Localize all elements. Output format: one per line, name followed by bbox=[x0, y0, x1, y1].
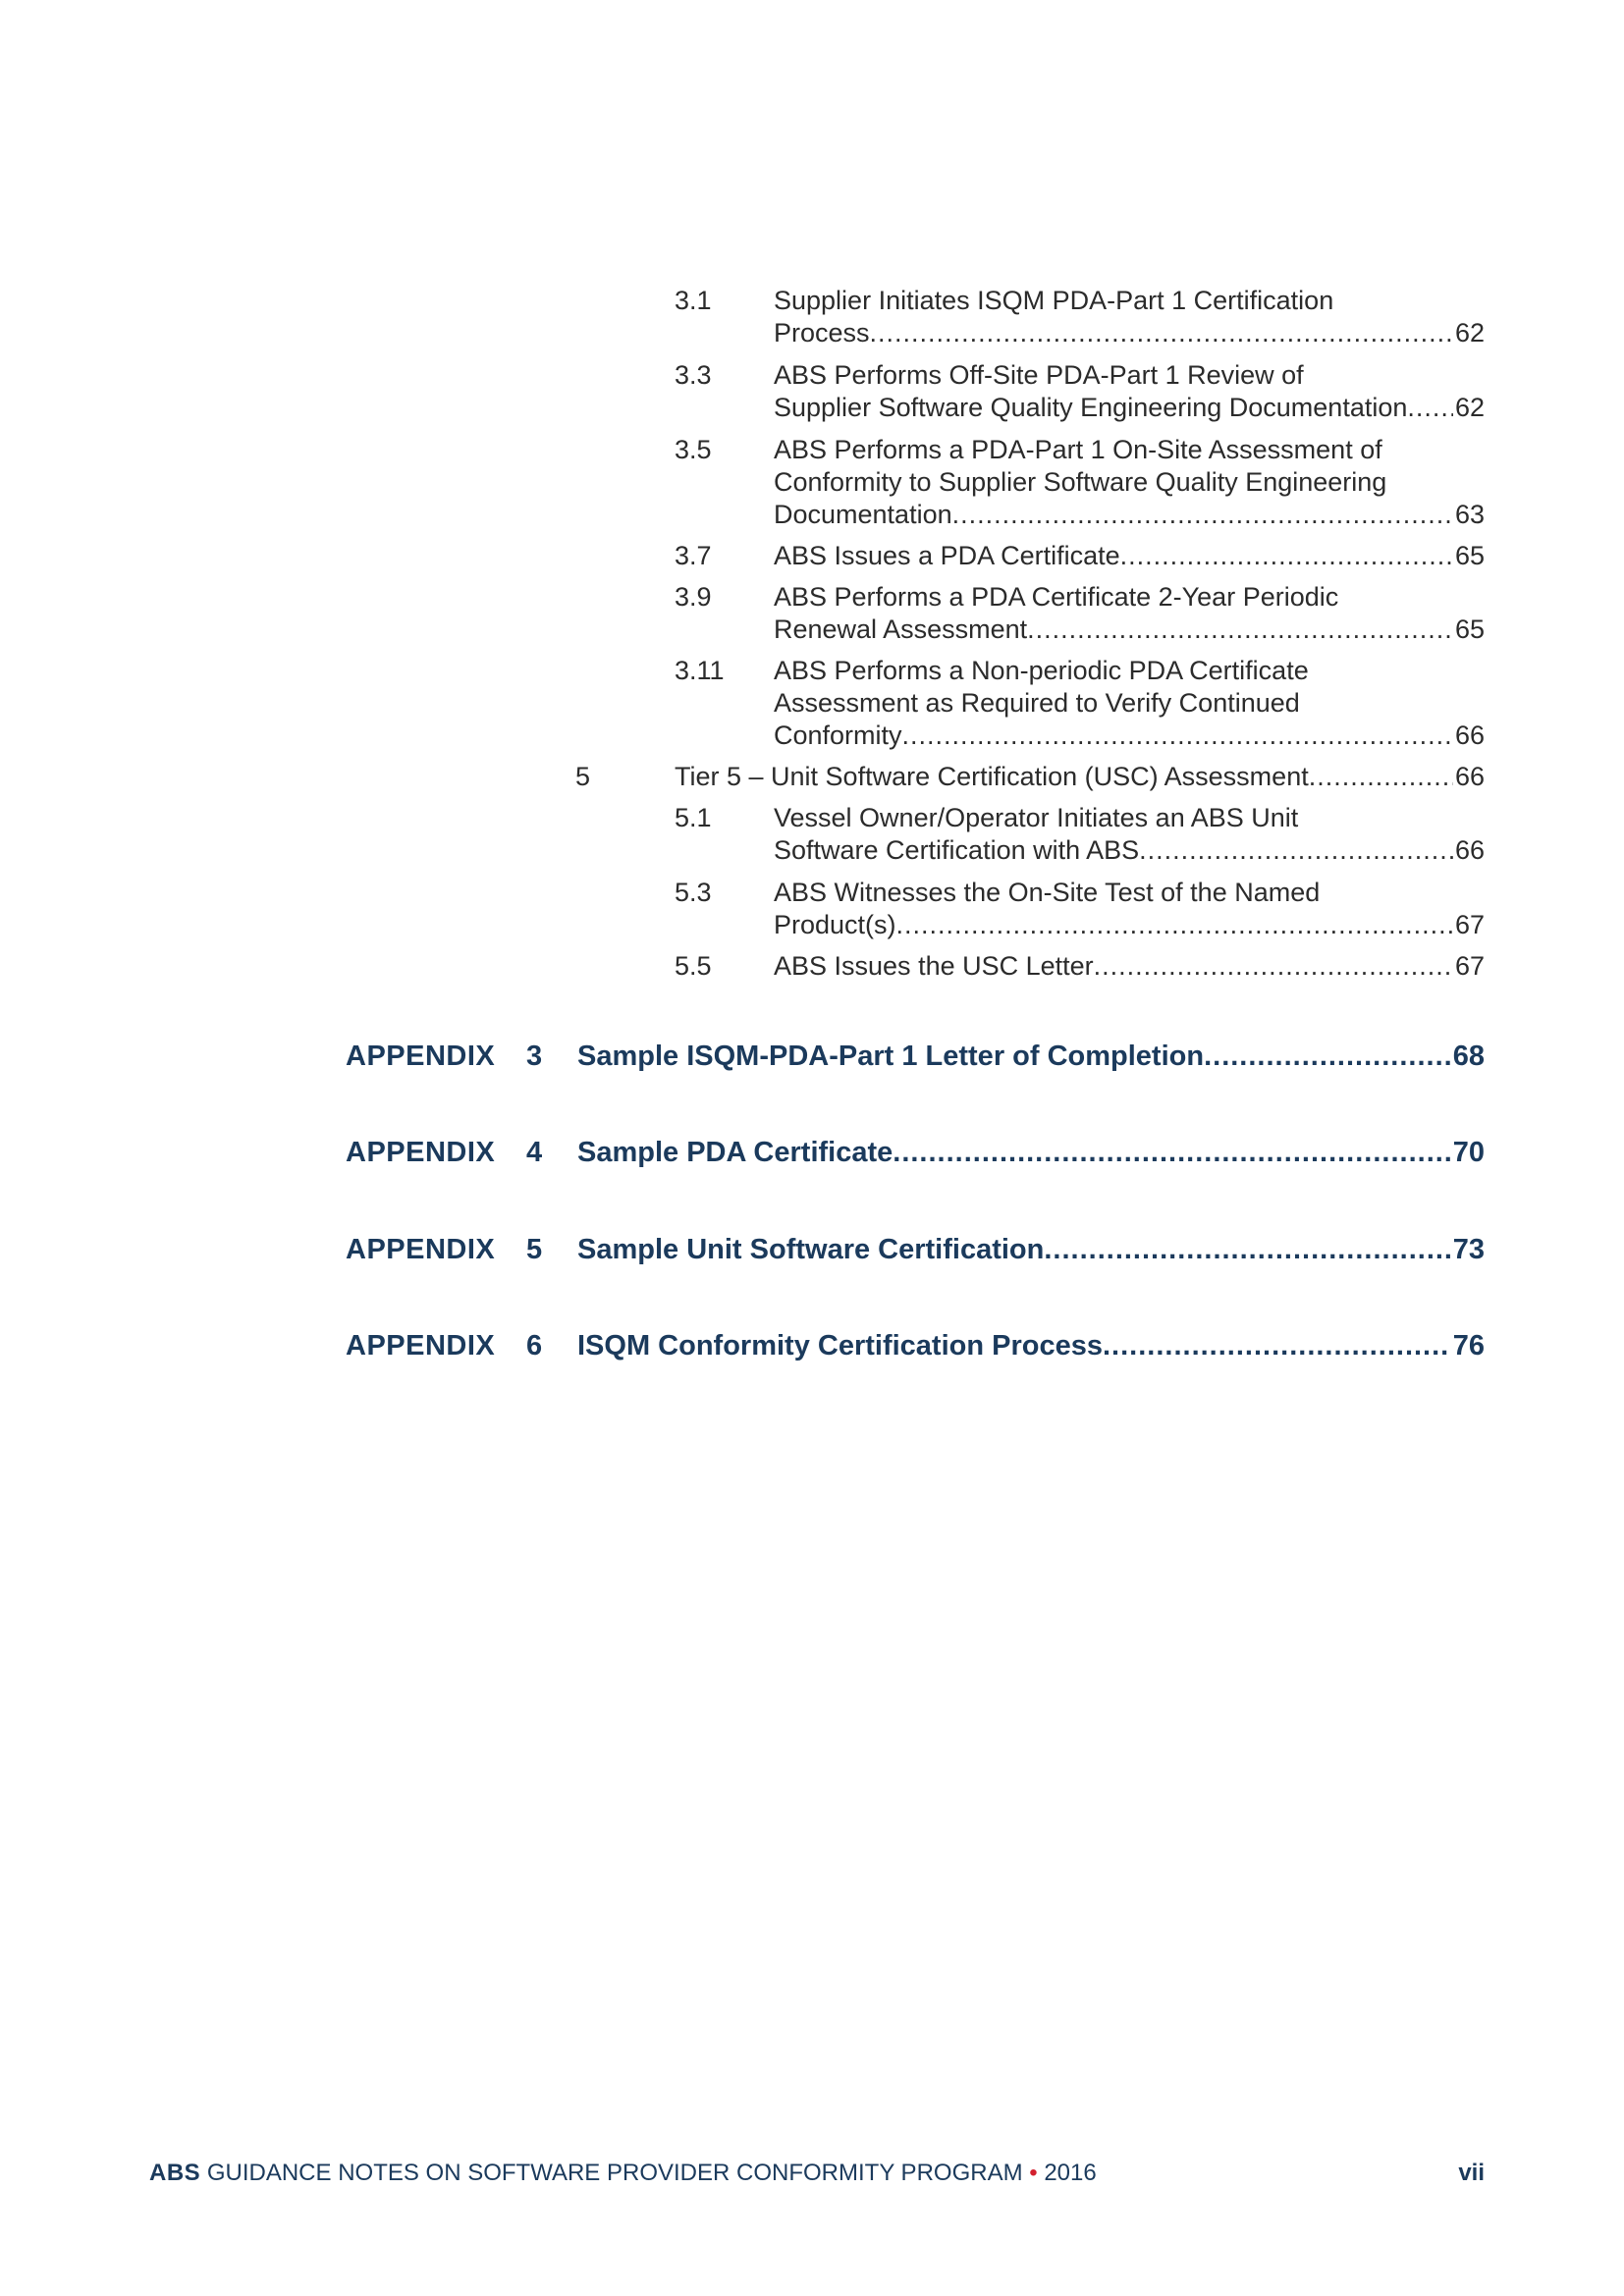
appendix-label: APPENDIX bbox=[346, 1041, 496, 1072]
entry-title-last: Software Certification with ABS bbox=[774, 835, 1140, 865]
leader-row bbox=[577, 1326, 1485, 1365]
entry-title-line: Conformity to Supplier Software Quality Engineering bbox=[774, 467, 1387, 497]
entry-number: 3.3 bbox=[675, 360, 712, 390]
page-number: 62 bbox=[1454, 318, 1485, 347]
page-number: 76 bbox=[1452, 1330, 1485, 1362]
entry-title-line: Assessment as Required to Verify Continued bbox=[774, 688, 1300, 718]
entry-number: 5 bbox=[575, 762, 591, 791]
entry-title-line: ABS Witnesses the On-Site Test of the Named bbox=[774, 878, 1321, 907]
entry-title-last: Tier 5 – Unit Software Certification (USC) Assessment bbox=[675, 762, 1309, 791]
page-number: 62 bbox=[1454, 393, 1485, 422]
dot-leader bbox=[1027, 614, 1453, 646]
leader-row bbox=[577, 1037, 1485, 1076]
entry-title-last: Conformity bbox=[774, 721, 902, 750]
dot-leader bbox=[893, 1133, 1450, 1172]
page-number: 65 bbox=[1454, 541, 1485, 570]
toc-appendix-3[interactable] bbox=[346, 1037, 1485, 1076]
appendix-number: 5 bbox=[526, 1234, 543, 1265]
appendix-title: ISQM Conformity Certification Process bbox=[577, 1330, 1103, 1362]
leader-row bbox=[577, 1133, 1485, 1172]
leader-row bbox=[774, 499, 1485, 531]
appendix-number: 3 bbox=[526, 1041, 543, 1072]
footer-title: GUIDANCE NOTES ON SOFTWARE PROVIDER CONFORMITY PROGRAM bbox=[206, 2160, 1023, 2186]
toc-appendix-5[interactable] bbox=[346, 1230, 1485, 1269]
entry-number: 3.5 bbox=[675, 435, 712, 464]
leader-row bbox=[774, 614, 1485, 646]
leader-row bbox=[774, 834, 1485, 867]
entry-title-line: ABS Performs a PDA Certificate 2-Year Periodic bbox=[774, 582, 1339, 612]
leader-row bbox=[774, 720, 1485, 752]
entry-number: 3.11 bbox=[675, 656, 725, 685]
appendix-label: APPENDIX bbox=[346, 1234, 496, 1265]
dot-leader bbox=[896, 909, 1453, 941]
page-number: 66 bbox=[1454, 721, 1485, 750]
page-footer bbox=[149, 2157, 1485, 2190]
appendix-title: Sample PDA Certificate bbox=[577, 1137, 893, 1168]
entry-title-last: Supplier Software Quality Engineering Documentation bbox=[774, 393, 1408, 422]
entry-title-line: ABS Performs a Non-periodic PDA Certificate bbox=[774, 656, 1309, 685]
leader-row bbox=[774, 392, 1485, 424]
entry-title-last: ABS Issues the USC Letter bbox=[774, 951, 1094, 981]
entry-number: 5.1 bbox=[675, 803, 712, 832]
dot-leader bbox=[1120, 540, 1453, 572]
entry-number: 5.3 bbox=[675, 878, 712, 907]
leader-row bbox=[774, 950, 1485, 983]
entry-title-line: ABS Performs a PDA-Part 1 On-Site Assessment of bbox=[774, 435, 1382, 464]
entry-title-line: Supplier Initiates ISQM PDA-Part 1 Certification bbox=[774, 286, 1334, 315]
appendix-label: APPENDIX bbox=[346, 1137, 496, 1168]
page-number: 65 bbox=[1454, 614, 1485, 644]
entry-title-last: Process bbox=[774, 318, 870, 347]
leader-row bbox=[774, 317, 1485, 349]
abs-brand: ABS bbox=[149, 2160, 201, 2186]
toc-appendix-4[interactable] bbox=[346, 1133, 1485, 1172]
page-number: 66 bbox=[1454, 835, 1485, 865]
leader-row bbox=[774, 909, 1485, 941]
dot-leader bbox=[952, 499, 1453, 531]
entry-title-line: ABS Performs Off-Site PDA-Part 1 Review of bbox=[774, 360, 1304, 390]
entry-title-last: Renewal Assessment bbox=[774, 614, 1028, 644]
entry-title-last: Documentation bbox=[774, 500, 952, 529]
page-number: 67 bbox=[1454, 910, 1485, 939]
page-number: 63 bbox=[1454, 500, 1485, 529]
dot-leader bbox=[1204, 1037, 1451, 1076]
page-number: 66 bbox=[1454, 762, 1485, 791]
leader-row bbox=[774, 540, 1485, 572]
leader-row bbox=[577, 1230, 1485, 1269]
page-number: 70 bbox=[1452, 1137, 1485, 1168]
dot-leader bbox=[1407, 392, 1453, 424]
page-number: 67 bbox=[1454, 951, 1485, 981]
page-number: 68 bbox=[1452, 1041, 1485, 1072]
appendix-title: Sample Unit Software Certification bbox=[577, 1234, 1045, 1265]
dot-leader bbox=[1094, 950, 1453, 983]
appendix-number: 6 bbox=[526, 1330, 543, 1362]
toc-appendix-6[interactable] bbox=[346, 1326, 1485, 1365]
entry-title-line: Vessel Owner/Operator Initiates an ABS Unit bbox=[774, 803, 1299, 832]
footer-bullet: • bbox=[1029, 2160, 1038, 2186]
dot-leader bbox=[1309, 761, 1453, 793]
appendix-number: 4 bbox=[526, 1137, 543, 1168]
entry-number: 3.7 bbox=[675, 541, 712, 570]
leader-row bbox=[675, 761, 1485, 793]
page-number: 73 bbox=[1452, 1234, 1485, 1265]
dot-leader bbox=[902, 720, 1453, 752]
appendix-title: Sample ISQM-PDA-Part 1 Letter of Completion bbox=[577, 1041, 1205, 1072]
dot-leader bbox=[870, 317, 1453, 349]
dot-leader bbox=[1103, 1326, 1451, 1365]
dot-leader bbox=[1139, 834, 1453, 867]
entry-number: 3.1 bbox=[675, 286, 712, 315]
entry-title-last: Product(s) bbox=[774, 910, 896, 939]
entry-number: 5.5 bbox=[675, 951, 712, 981]
dot-leader bbox=[1044, 1230, 1450, 1269]
entry-number: 3.9 bbox=[675, 582, 712, 612]
entry-title-last: ABS Issues a PDA Certificate bbox=[774, 541, 1120, 570]
footer-page-number: vii bbox=[1458, 2160, 1485, 2186]
appendix-label: APPENDIX bbox=[346, 1330, 496, 1362]
footer-year: 2016 bbox=[1044, 2160, 1097, 2186]
